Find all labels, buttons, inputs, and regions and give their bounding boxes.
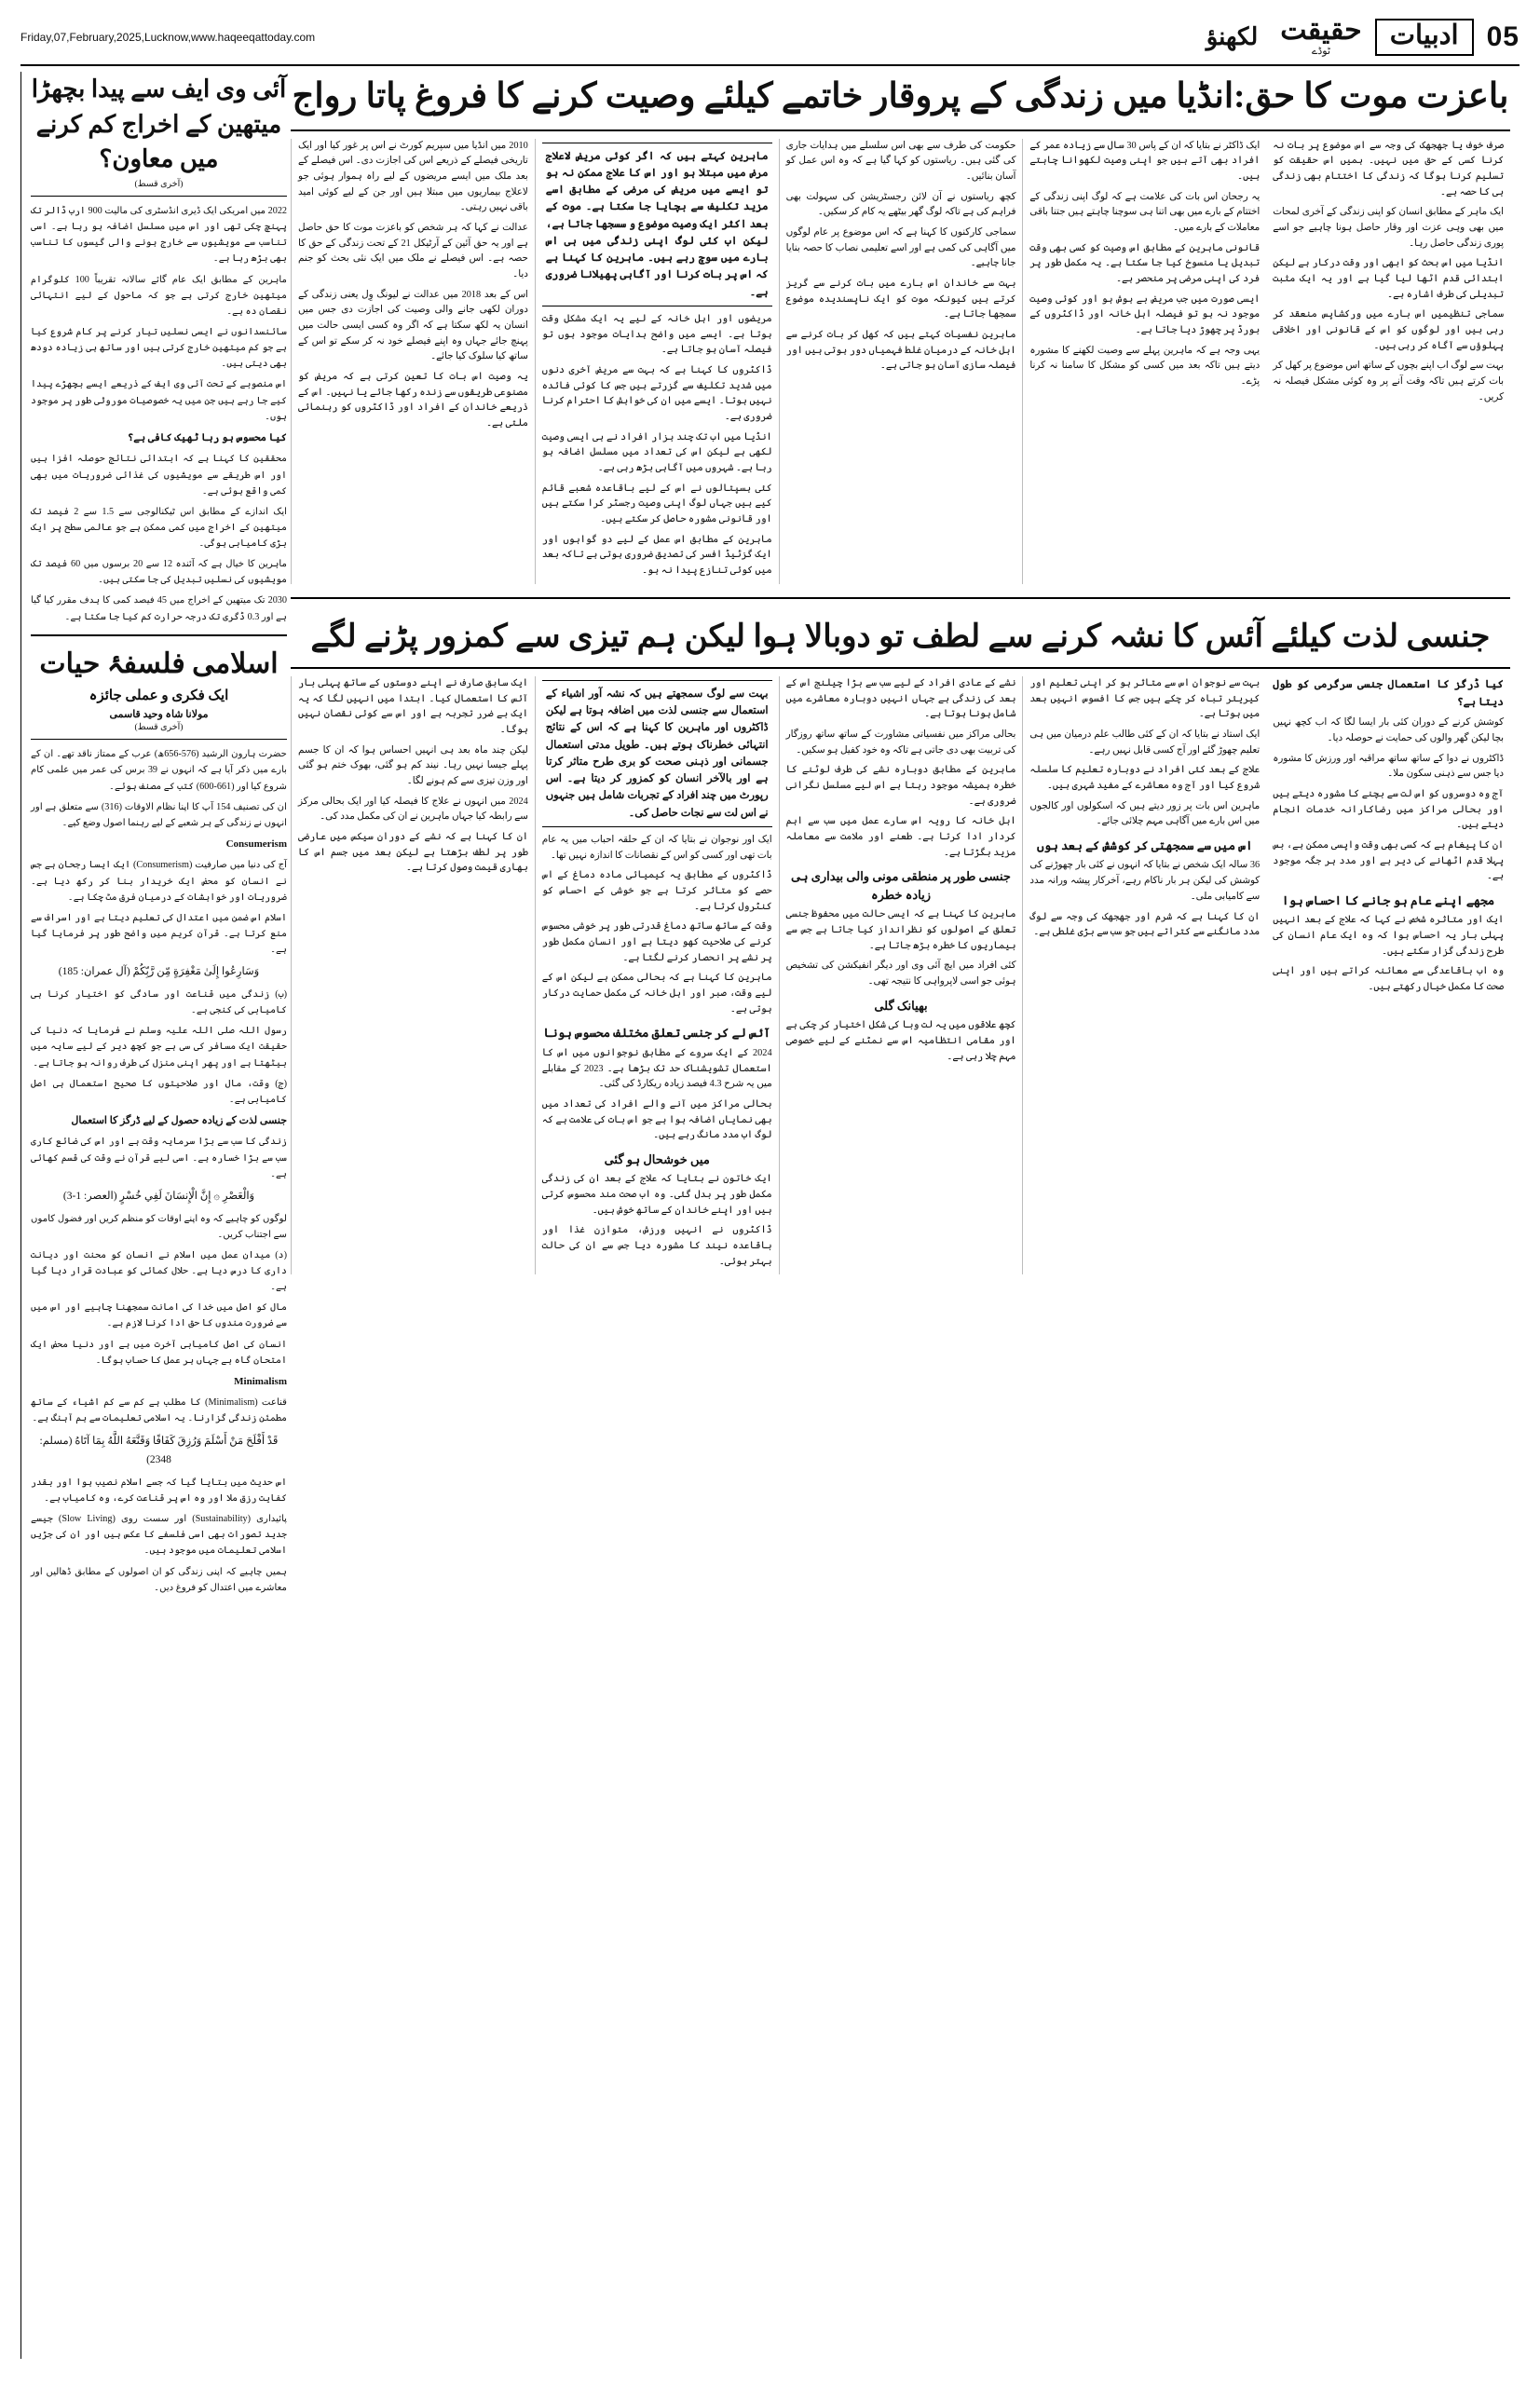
second-column-5 [1266, 676, 1510, 1274]
paragraph: ایک اندازے کے مطابق اس ٹیکنالوجی سے 1.5 سے 2 فیصد تک میتھین کے اخراج میں کمی ممکن ہے جو عالمی سطح پر ایک بڑی کامیابی ہوگی۔ [31, 506, 287, 550]
second-column-1 [291, 676, 535, 1274]
paragraph: مریضوں اور اہل خانہ کے لیے یہ ایک مشکل وقت ہوتا ہے۔ ایسے میں واضح ہدایات موجود ہوں تو فیصلہ آسان ہو جاتا ہے۔ [541, 313, 772, 356]
paragraph: کئی افراد میں ایچ آئی وی اور دیگر انفیکشن کی تشخیص ہوئی جو اسی لاپرواہی کا نتیجہ تھی۔ [785, 960, 1016, 987]
paragraph: 2022 میں امریکی ایک ڈیری انڈسٹری کی مالیت 900 ارب ڈالر تک پہنچ چکی تھی اور اس میں مسلسل اضافہ ہو رہا ہے۔ اسی تناسب سے مویشیوں سے خارج ہونے والی گیسوں کا تناسب بھی بڑھ رہا ہے۔ [31, 206, 287, 265]
brand-subname: ٹوڈے [1311, 46, 1331, 57]
second-column-4 [1022, 676, 1266, 1274]
paragraph: ماہرین نفسیات کہتے ہیں کہ کھل کر بات کرنے سے اہل خانہ کے درمیان غلط فہمیاں دور ہوتی ہیں اور فیصلہ سازی آسان ہو جاتی ہے۔ [785, 330, 1016, 372]
paragraph: بحالی مراکز میں آنے والے افراد کی تعداد میں بھی نمایاں اضافہ ہوا ہے جو اس بات کی علامت ہے کہ لوگ اب مدد مانگ رہے ہیں۔ [541, 1098, 772, 1141]
paragraph: کچھ علاقوں میں یہ لت وبا کی شکل اختیار کر چکی ہے اور مقامی انتظامیہ اس سے نمٹنے کے لیے خصوصی مہم چلا رہی ہے۔ [785, 1020, 1016, 1062]
dateline: Friday,07,February,2025,Lucknow,www.haqeeqattoday.com [20, 30, 316, 44]
paragraph: اس منصوبے کے تحت آئی وی ایف کے ذریعے ایسے بچھڑے پیدا کیے جا رہے ہیں جن میں یہ خصوصیات موروثی طور پر موجود ہوں۔ [31, 379, 287, 422]
paragraph: ان کی تصنیف 154 آپ کا اپنا نظام الاوقات (316) سے متعلق ہے اور انہوں نے زندگی کے ہر شعبے کے لیے رہنما اصول وضع کیے۔ [31, 801, 287, 828]
paragraph: کچھ ریاستوں نے آن لائن رجسٹریشن کی سہولت بھی فراہم کی ہے تاکہ لوگ گھر بیٹھے یہ کام کر سکیں۔ [785, 191, 1016, 218]
paragraph: اس کے بعد 2018 میں عدالت نے لیونگ وِل یعنی زندگی کے دوران لکھی جانے والی وصیت کی اجازت دی جس میں انسان یہ لکھ سکتا ہے کہ اگر وہ کسی ایسی حالت میں پہنچ جائے جہاں وہ اپنے فیصلے خود نہ کر سکے تو اس کے ساتھ کیا سلوک کیا جائے۔ [298, 289, 528, 362]
paragraph: بہت سے خاندان اس بارے میں بات کرنے سے گریز کرتے ہیں کیونکہ موت کو ایک ناپسندیدہ موضوع سمجھا جاتا ہے۔ [785, 279, 1016, 320]
quran-verse: وَسَارِعُوا إِلَىٰ مَغْفِرَةٍ مِّن رَّبِّكُمْ (آل عمران: 185) [58, 966, 260, 978]
second-column-2 [535, 676, 779, 1274]
paragraph: وہ اب باقاعدگی سے معائنہ کراتے ہیں اور اپنی صحت کا مکمل خیال رکھتے ہیں۔ [1273, 966, 1504, 993]
paragraph: حکومت کی طرف سے بھی اس سلسلے میں ہدایات جاری کی گئی ہیں۔ ریاستوں کو کہا گیا ہے کہ وہ اس عمل کو آسان بنائیں۔ [785, 140, 1016, 182]
paragraph: ڈاکٹروں نے دوا کے ساتھ ساتھ مراقبہ اور ورزش کا مشورہ دیا جس سے ذہنی سکون ملا۔ [1273, 753, 1504, 780]
drug-use-subheading: جنسی لذت کے زیادہ حصول کے لیے ڈرگز کا استعمال [71, 1114, 287, 1126]
paragraph: 36 سالہ ایک شخص نے بتایا کہ انہوں نے کئی بار چھوڑنے کی کوشش کی لیکن ہر بار ناکام رہے، آخرکار پیشہ ورانہ مدد سے کامیابی ملی۔ [1029, 860, 1261, 902]
second-story [291, 614, 1510, 1275]
paragraph: آج وہ دوسروں کو اس لت سے بچنے کا مشورہ دیتے ہیں اور بحالی مراکز میں رضاکارانہ خدمات انجام دیتے ہیں۔ [1273, 788, 1504, 831]
paragraph: ڈاکٹروں کے مطابق یہ کیمیائی مادہ دماغ کے اس حصے کو متاثر کرتا ہے جو خوشی کے احساس کو کنٹرول کرتا ہے۔ [541, 870, 772, 912]
second-columns [291, 676, 1510, 1274]
paragraph: ان کا پیغام ہے کہ کسی بھی وقت واپسی ممکن ہے، بس پہلا قدم اٹھانے کی دیر ہے اور مدد ہر جگہ موجود ہے۔ [1273, 839, 1504, 882]
quran-verse: وَالْعَصْرِ ۞ إِنَّ الْإِنسَانَ لَفِي خُسْرٍ (العصر: 1-3) [62, 1190, 255, 1202]
minimalism-heading: Minimalism [234, 1375, 287, 1387]
second-subhead: اس میں سے سمجھتی کر کوشش کے بعد ہوں [1036, 838, 1253, 852]
paragraph: ماہرین کا خیال ہے کہ آئندہ 12 سے 20 برسوں میں 60 فیصد تک مویشیوں کی نسلیں تبدیل کی جا سکتی ہیں۔ [31, 559, 287, 586]
paragraph: ڈاکٹروں کا کہنا ہے کہ بہت سے مریض آخری دنوں میں شدید تکلیف سے گزرتے ہیں جس کا کوئی فائدہ نہیں ہوتا۔ ایسے میں ان کی خواہش کا احترام کرنا ضروری ہے۔ [541, 364, 772, 422]
paragraph: یہی وجہ ہے کہ ماہرین پہلے سے وصیت لکھنے کا مشورہ دیتے ہیں تاکہ بعد میں کسی کو مشکل کا سامنا نہ کرنا پڑے۔ [1029, 345, 1261, 388]
paragraph: (ج) وقت، مال اور صلاحیتوں کا صحیح استعمال ہی اصل کامیابی ہے۔ [31, 1078, 287, 1105]
paragraph: انڈیا میں اب تک چند ہزار افراد نے ہی ایسی وصیت لکھی ہے لیکن اس کی تعداد میں مسلسل اضافہ ہو رہا ہے۔ شہروں میں آگاہی بڑھ رہی ہے۔ [541, 431, 772, 473]
rail-article-ivf-body [31, 203, 287, 625]
lead-column-4 [1022, 139, 1266, 584]
rail-article-philosophy-headline: اسلامی فلسفۂ حیات [39, 647, 279, 679]
paragraph: صرف خوف یا جھجھک کی وجہ سے اس موضوع پر بات نہ کرنا کسی کے حق میں نہیں۔ ہمیں اس حقیقت کو تسلیم کرنا ہوگا کہ زندگی کا اختتام بھی زندگی ہی کا حصہ ہے۔ [1273, 140, 1504, 197]
paragraph: قناعت (Minimalism) کا مطلب ہے کم سے کم اشیاء کے ساتھ مطمئن زندگی گزارنا۔ یہ اسلامی تعلیمات سے ہم آہنگ ہے۔ [31, 1397, 287, 1424]
rail-article-ivf [31, 72, 287, 625]
main-area [287, 72, 1520, 2359]
page-number: 05 [1486, 20, 1520, 52]
paragraph: ماہرین کے مطابق اس عمل کے لیے دو گواہوں اور ایک گزٹیڈ افسر کی تصدیق ضروری ہوتی ہے تاکہ بعد میں کوئی تنازع پیدا نہ ہو۔ [541, 534, 772, 576]
paragraph: ایک اور نوجوان نے بتایا کہ ان کے حلقہ احباب میں یہ عام بات تھی اور کسی کو اس کے نقصانات کا اندازہ نہیں تھا۔ [541, 834, 772, 861]
paragraph: ایک ڈاکٹر نے بتایا کہ ان کے پاس 30 سال سے زیادہ عمر کے افراد بھی آتے ہیں جو اپنی وصیت لکھوانا چاہتے ہیں۔ [1029, 140, 1261, 182]
rail-article-philosophy-subtitle: ایک فکری و عملی جائزہ [89, 688, 229, 704]
paragraph: ان کا کہنا ہے کہ نشے کے دوران سیکس میں عارضی طور پر لطف بڑھتا ہے لیکن بعد میں جسم اس کا بھاری قیمت وصول کرتا ہے۔ [298, 831, 528, 874]
paragraph: سائنسدانوں نے ایسی نسلیں تیار کرنے پر کام شروع کیا ہے جو کم میتھین خارج کرتی ہیں اور ساتھ ہی زیادہ دودھ بھی دیتی ہیں۔ [31, 327, 287, 370]
paragraph: زندگی کا سب سے بڑا سرمایہ وقت ہے اور اس کی ضائع کاری سب سے بڑا خسارہ ہے۔ اسی لیے قرآن نے وقت کی قسم کھائی ہے۔ [31, 1137, 287, 1179]
paragraph: یہ وصیت اس بات کا تعین کرتی ہے کہ مریض کو مصنوعی طریقوں سے زندہ رکھا جائے یا نہیں۔ اس کے ذریعے خاندان کے افراد اور ڈاکٹروں کو رہنمائی ملتی ہے۔ [298, 372, 528, 429]
paragraph: علاج کے بعد کئی افراد نے دوبارہ تعلیم کا سلسلہ شروع کیا اور آج وہ معاشرے کے مفید شہری ہیں۔ [1029, 765, 1261, 791]
masthead [20, 17, 1520, 66]
hadith-reference: قَدْ أَفْلَحَ مَنْ أَسْلَمَ وَرُزِقَ كَفَافًا وَقَنَّعَهُ اللَّهُ بِمَا آتَاهُ (مسلم: 2348) [39, 1435, 279, 1466]
paragraph: رسول اللہ صلی اللہ علیہ وسلم نے فرمایا کہ دنیا کی حقیقت ایک مسافر کی سی ہے جو کچھ دیر کے لیے سایہ میں بیٹھتا ہے اور پھر اپنی منزل کی طرف روانہ ہو جاتا ہے۔ [31, 1026, 287, 1069]
paragraph: (ب) زندگی میں قناعت اور سادگی کو اختیار کرنا ہی کامیابی کی کنجی ہے۔ [31, 988, 287, 1016]
paragraph: قانونی ماہرین کے مطابق اس وصیت کو کسی بھی وقت تبدیل یا منسوخ کیا جا سکتا ہے۔ یہ مکمل طور پر فرد کی اپنی مرضی پر منحصر ہے۔ [1029, 242, 1261, 285]
paragraph: 2030 تک میتھین کے اخراج میں 45 فیصد کمی کا ہدف مقرر کیا گیا ہے اور 0.3 ڈگری تک درجہ حرارت کم کیا جا سکتا ہے۔ [31, 595, 287, 622]
paragraph: 2024 میں انہوں نے علاج کا فیصلہ کیا اور ایک بحالی مرکز سے رابطہ کیا جہاں ماہرین نے ان کی مکمل مدد کی۔ [298, 796, 528, 823]
brand-logo [1280, 17, 1361, 57]
paragraph: آج کی دنیا میں صارفیت (Consumerism) ایک ایسا رجحان ہے جس نے انسان کو محض ایک خریدار بنا کر رکھ دیا ہے۔ ضروریات اور خواہشات کے درمیان فرق مٹ چکا ہے۔ [31, 860, 287, 903]
second-subhead: بھیانک گلی [874, 998, 928, 1013]
paragraph: کئی ہسپتالوں نے اس کے لیے باقاعدہ شعبے قائم کیے ہیں جہاں لوگ اپنی وصیت رجسٹر کرا سکتے ہیں اور قانونی مشورہ حاصل کر سکتے ہیں۔ [541, 483, 772, 524]
rail-article-ivf-part: (آخری قسط) [134, 180, 184, 190]
right-rail [20, 72, 287, 2359]
paragraph: پائیداری (Sustainability) اور سست روی (Slow Living) جیسے جدید تصورات بھی اسی فلسفے کا عکس ہیں اور ان کی جڑیں اسلامی تعلیمات میں موجود ہیں۔ [31, 1514, 287, 1557]
paragraph: وقت کے ساتھ ساتھ دماغ قدرتی طور پر خوشی محسوس کرنے کی صلاحیت کھو دیتا ہے اور انسان مکمل طور پر نشے پر انحصار کرنے لگتا ہے۔ [541, 921, 772, 963]
paragraph: ماہرین کے مطابق ایک عام گائے سالانہ تقریباً 100 کلوگرام میتھین خارج کرتی ہے جو کہ ماحول کے لیے انتہائی نقصان دہ ہے۔ [31, 274, 287, 317]
paragraph: اسلام اس ضمن میں اعتدال کی تعلیم دیتا ہے اور اسراف سے منع کرتا ہے۔ قرآن کریم میں واضح طور پر فرمایا گیا ہے۔ [31, 912, 287, 956]
second-standfirst: بہت سے لوگ سمجھتے ہیں کہ نشہ آور اشیاء کے استعمال سے جنسی لذت میں اضافہ ہوتا ہے لیکن ڈاکٹروں اور ماہرین کا کہنا ہے کہ اس کے نتائج انتہائی خطرناک ہوتے ہیں۔ طویل مدتی استعمال جسمانی اور ذہنی صحت کو بری طرح متاثر کرتا ہے اور بالآخر انسان کو کمزور کر دیتا ہے۔ اس رپورٹ میں چند افراد کے تجربات شامل ہیں جنہوں نے اس لت سے نجات حاصل کی۔ [542, 680, 772, 827]
second-column-3 [779, 676, 1023, 1274]
lead-column-3 [779, 139, 1023, 584]
second-subhead: جنسی طور پر منطقی مونی والی بیداری ہی زیادہ خطرہ [791, 869, 1011, 902]
rail-article-philosophy-part: (آخری قسط) [134, 723, 184, 733]
paragraph: ماہرین کا کہنا ہے کہ بحالی ممکن ہے لیکن اس کے لیے وقت، صبر اور اہل خانہ کی مکمل حمایت درکار ہوتی ہے۔ [541, 973, 772, 1015]
paragraph: مال کو اصل میں خدا کی امانت سمجھنا چاہیے اور اس میں سے ضرورت مندوں کا حق ادا کرنا لازم ہے۔ [31, 1302, 287, 1329]
paragraph: ایک خاتون نے بتایا کہ علاج کے بعد ان کی زندگی مکمل طور پر بدل گئی۔ وہ اب صحت مند محسوس کرتی ہیں اور اپنے خاندان کے ساتھ خوش ہیں۔ [541, 1174, 772, 1216]
city-name: لکھنؤ [1206, 22, 1259, 50]
paragraph: حضرت ہارون الرشید (576-656ھ) عرب کے ممتاز ناقد تھے۔ ان کے بارے میں ذکر آیا ہے کہ انہوں نے 39 برس کی عمر میں علمی کام شروع کیا اور (661-600) کتب کے مصنف ہوئے۔ [31, 749, 288, 792]
paragraph: 2024 کے ایک سروے کے مطابق نوجوانوں میں اس کا استعمال تشویشناک حد تک بڑھا ہے۔ 2023 کے مقابلے میں یہ شرح 4.3 فیصد زیادہ ریکارڈ کی گئی۔ [541, 1047, 772, 1090]
paragraph: ایک سابق صارف نے اپنے دوستوں کے ساتھ پہلی بار آئس کا استعمال کیا۔ ابتدا میں انہیں لگا کہ یہ ایک بے ضرر تجربہ ہے اور اس سے کوئی نقصان نہیں ہوگا۔ [298, 677, 528, 735]
paragraph: بہت سے لوگ اب اپنے بچوں کے ساتھ اس موضوع پر کھل کر بات کرتے ہیں تاکہ وقت آنے پر وہ کوئی مشکل فیصلہ نہ کریں۔ [1273, 361, 1504, 402]
lead-columns [291, 139, 1510, 584]
paragraph: ماہرین کا کہنا ہے کہ ایسی حالت میں محفوظ جنسی تعلق کے اصولوں کو نظرانداز کیا جاتا ہے جس سے بیماریوں کا خطرہ بڑھ جاتا ہے۔ [785, 909, 1016, 951]
paragraph: سماجی کارکنوں کا کہنا ہے کہ اس موضوع پر عام لوگوں میں آگاہی کی کمی ہے اور اسے تعلیمی نصاب کا حصہ بنایا جانا چاہیے۔ [785, 227, 1016, 269]
paragraph: یہ رجحان اس بات کی علامت ہے کہ لوگ اپنی زندگی کے اختتام کے بارے میں بھی اتنا ہی سوچنا چاہتے ہیں جتنا باقی معاملات کے بارے میں۔ [1029, 191, 1261, 233]
paragraph: اہل خانہ کا رویہ اس سارے عمل میں سب سے اہم کردار ادا کرتا ہے۔ طعنے اور ملامت سے معاملہ مزید بگڑتا ہے۔ [785, 816, 1016, 858]
paragraph: ایک ماہر کے مطابق انسان کو اپنی زندگی کے آخری لمحات میں بھی وہی عزت اور وقار حاصل ہونا چاہیے جو اسے پوری زندگی حاصل رہا۔ [1273, 207, 1504, 249]
paragraph: انڈیا میں اس بحث کو ابھی اور وقت درکار ہے لیکن ابتدائی قدم اٹھا لیا گیا ہے اور یہ ایک مثبت تبدیلی کی طرف اشارہ ہے۔ [1273, 258, 1504, 300]
paragraph: ماہرین کے مطابق دوبارہ نشے کی طرف لوٹنے کا خطرہ ہمیشہ موجود رہتا ہے اس لیے مسلسل نگرانی ضروری ہے۔ [785, 765, 1016, 807]
paragraph: ماہرین اس بات پر زور دیتے ہیں کہ اسکولوں اور کالجوں میں اس بارے میں آگاہی مہم چلائی جائے۔ [1029, 800, 1261, 827]
paragraph: کوشش کرنے کے دوران کئی بار ایسا لگا کہ اب کچھ نہیں بچا لیکن گھر والوں کی حمایت نے حوصلہ دیا۔ [1273, 717, 1504, 743]
second-headline: جنسی لذت کیلئے آئس کا نشہ کرنے سے لطف تو دوبالا ہوا لیکن ہم تیزی سے کمزور پڑنے لگے [310, 619, 1491, 654]
second-inline-question: کیا ڈرگز کا استعمال جنسی سرگرمی کو طول دیتا ہے؟ [1273, 678, 1504, 708]
lead-column-2 [535, 139, 779, 584]
paragraph: ایک اور متاثرہ شخص نے کہا کہ علاج کے بعد انہیں پہلی بار یہ احساس ہوا کہ وہ ایک عام انسان کی طرح زندگی گزار سکتے ہیں۔ [1273, 915, 1504, 957]
rail-article-philosophy-byline: مولانا شاہ وحید قاسمی [109, 709, 209, 721]
paragraph: ہمیں چاہیے کہ اپنی زندگی کو ان اصولوں کے مطابق ڈھالیں اور معاشرے میں اعتدال کو فروغ دیں۔ [31, 1566, 287, 1593]
second-subhead: میں خوشحال ہو گئی [604, 1151, 710, 1166]
paragraph: ڈاکٹروں نے انہیں ورزش، متوازن غذا اور باقاعدہ نیند کا مشورہ دیا جس سے ان کی حالت بہتر ہوئی۔ [541, 1225, 772, 1267]
paragraph: نشے کے عادی افراد کے لیے سب سے بڑا چیلنج اس کے بعد کی زندگی ہے جہاں انہیں دوبارہ معاشرے میں شامل ہونا ہوتا ہے۔ [785, 677, 1016, 720]
second-subhead: مجھے اپنے عام ہو جانے کا احساس ہوا [1281, 892, 1495, 907]
lead-story [291, 72, 1510, 584]
lead-headline: باعزت موت کا حق:انڈیا میں زندگی کے پروقار خاتمے کیلئے وصیت کرنے کا فروغ پاتا رواج [292, 77, 1509, 116]
paragraph: بحالی مراکز میں نفسیاتی مشاورت کے ساتھ ساتھ روزگار کی تربیت بھی دی جاتی ہے تاکہ وہ خود کفیل ہو سکیں۔ [785, 729, 1016, 756]
paragraph: لیکن چند ماہ بعد ہی انہیں احساس ہوا کہ ان کا جسم پہلے جیسا نہیں رہا۔ نیند کم ہو گئی، بھوک ختم ہو گئی اور وزن تیزی سے کم ہونے لگا۔ [298, 744, 528, 786]
rail-article-philosophy-body [31, 746, 287, 1596]
paragraph: (د) میدانِ عمل میں اسلام نے انسان کو محنت اور دیانت داری کا درس دیا ہے۔ حلال کمائی کو عبادت قرار دیا گیا ہے۔ [31, 1249, 287, 1293]
masthead-branding [1206, 17, 1520, 57]
rail-article-islamic-philosophy [31, 644, 287, 1596]
consumerism-heading: Consumerism [225, 838, 287, 850]
paragraph: اس حدیث میں بتایا گیا کہ جسے اسلام نصیب ہوا اور بقدر کفایت رزق ملا اور وہ اس پر قناعت کرے، وہ کامیاب ہے۔ [31, 1477, 287, 1505]
paragraph: 2010 میں انڈیا میں سپریم کورٹ نے اس پر غور کیا اور ایک تاریخی فیصلے کے ذریعے اس کی اجازت دی۔ اس فیصلے کے بعد ملک میں ایسے مریضوں کے لیے راہ ہموار ہوئی جو لاعلاج بیماریوں میں مبتلا ہیں اور جن کے لیے کوئی امید باقی نہیں رہتی۔ [298, 140, 528, 213]
brand-name: حقیقت [1280, 15, 1362, 46]
paragraph: محققین کا کہنا ہے کہ ابتدائی نتائج حوصلہ افزا ہیں اور اس طریقے سے مویشیوں کی غذائی ضروریات میں بھی کمی واقع ہوئی ہے۔ [31, 454, 287, 497]
paragraph: ایسی صورت میں جب مریض بے ہوش ہو اور کوئی وصیت موجود نہ ہو تو فیصلہ اہل خانہ اور ڈاکٹروں کے بورڈ پر چھوڑ دیا جاتا ہے۔ [1029, 293, 1261, 336]
lead-column-1 [291, 139, 535, 584]
paragraph: بہت سے نوجوان اس سے متاثر ہو کر اپنی تعلیم اور کیریئر تباہ کر چکے ہیں جس کا افسوس انہیں بعد میں ہوتا ہے۔ [1029, 677, 1261, 720]
paragraph: سماجی تنظیمیں اس بارے میں ورکشاپس منعقد کر رہی ہیں اور لوگوں کو اس کے قانونی اور اخلاقی پہلوؤں سے آگاہ کر رہی ہیں۔ [1273, 309, 1504, 351]
second-subhead: آئس لے کر جنسی تعلق مختلف محسوس ہونا [543, 1026, 771, 1041]
paragraph: ان کا کہنا ہے کہ شرم اور جھجھک کی وجہ سے لوگ مدد مانگنے سے کتراتے ہیں جو سب سے بڑی غلطی ہے۔ [1029, 911, 1261, 938]
lead-pullquote: ماہرین کہتے ہیں کہ اگر کوئی مریض لاعلاج مرض میں مبتلا ہو اور اس کا علاج ممکن نہ ہو تو ایسے میں مریض کی مرضی کے مطابق اسے مزید تکلیف سے بچایا جا سکتا ہے۔ موت کے بعد اکثر ایک وصیت موضوع و سسجھا جاتا ہے، لیکن اب کئی لوگ اپنی زندگی میں ہی اس بارے میں سوچ رہے ہیں۔ ماہرین کا کہنا ہے کہ اس پر بات کرنا اور آگاہی پھیلانا ضروری ہے۔ [542, 143, 772, 306]
rail-article-ivf-headline: آئی وی ایف سے پیدا بچھڑا میتھین کے اخراج کم کرنے میں معاون؟ [31, 75, 287, 173]
section-name: ادبیات [1375, 19, 1474, 56]
paragraph: ایک استاد نے بتایا کہ ان کے کئی طالب علم درمیان میں ہی تعلیم چھوڑ گئے اور آج کسی قابل نہیں رہے۔ [1029, 729, 1261, 756]
rail-question: کیا محسوس ہو رہا ٹھیک کافی ہے؟ [127, 431, 287, 443]
page-body [20, 72, 1520, 2359]
paragraph: انسان کی اصل کامیابی آخرت میں ہے اور دنیا محض ایک امتحان گاہ ہے جہاں ہر عمل کا حساب ہوگا۔ [31, 1339, 287, 1366]
paragraph: لوگوں کو چاہیے کہ وہ اپنے اوقات کو منظم کریں اور فضول کاموں سے اجتناب کریں۔ [31, 1213, 287, 1240]
paragraph: عدالت نے کہا کہ ہر شخص کو باعزت موت کا حق حاصل ہے اور یہ حق آئین کے آرٹیکل 21 کے تحت زندگی کے حق کا حصہ ہے۔ اس فیصلے نے ملک میں ایک نئی بحث کو جنم دیا۔ [298, 223, 528, 280]
lead-column-5 [1266, 139, 1510, 584]
